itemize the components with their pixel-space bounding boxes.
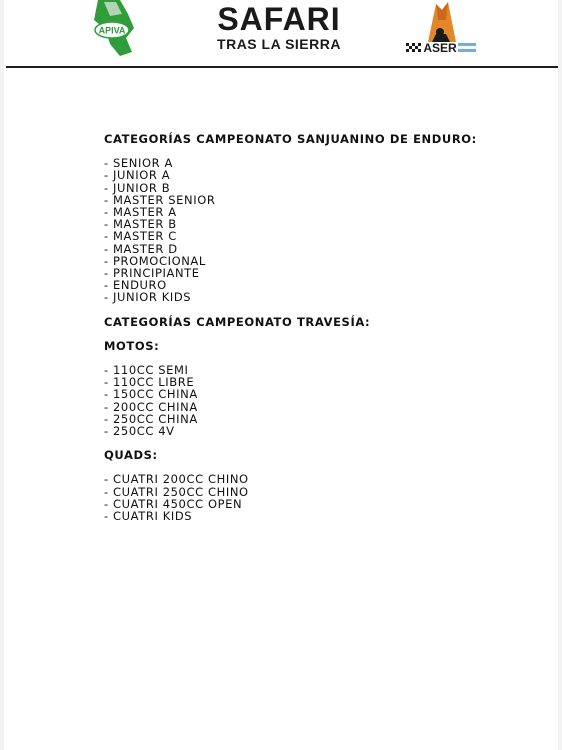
aser-logo — [402, 0, 478, 56]
header — [4, 0, 558, 66]
motos-category-list — [104, 364, 524, 437]
list-item: - JUNIOR B — [104, 180, 171, 195]
list-item: - ENDURO — [104, 278, 167, 293]
list-item: - CUATRI 200CC CHINO — [104, 472, 249, 487]
list-item: - MASTER A — [104, 205, 177, 220]
list-item: - CUATRI KIDS — [104, 509, 193, 524]
document-content — [104, 133, 524, 522]
list-item: - SENIOR A — [104, 156, 173, 171]
list-item: - 250CC 4V — [104, 424, 175, 439]
travesia-heading: CATEGORÍAS CAMPEONATO TRAVESÍA: — [104, 314, 371, 329]
list-item: - 200CC CHINA — [104, 399, 198, 414]
header-divider — [6, 66, 558, 68]
enduro-category-list — [104, 157, 524, 303]
list-item: - 150CC CHINA — [104, 387, 198, 402]
list-item: - MASTER D — [104, 241, 178, 256]
enduro-heading: CATEGORÍAS CAMPEONATO SANJUANINO DE ENDURO: — [104, 132, 477, 146]
list-item: - MASTER B — [104, 217, 177, 232]
list-item: - 110CC LIBRE — [104, 375, 195, 390]
motos-heading: MOTOS: — [104, 338, 160, 353]
list-item: - 110CC SEMI — [104, 363, 189, 378]
brand-title: SAFARI — [217, 1, 341, 37]
quads-heading: QUADS: — [104, 448, 158, 463]
aser-logo-text: ASER — [423, 41, 457, 55]
apiva-logo-text: APIVA — [98, 25, 126, 36]
list-item: - CUATRI 250CC CHINO — [104, 484, 249, 499]
brand-block — [194, 2, 364, 52]
list-item: - JUNIOR A — [104, 168, 171, 183]
quads-category-list — [104, 473, 524, 522]
list-item: - MASTER SENIOR — [104, 192, 216, 207]
list-item: - PROMOCIONAL — [104, 253, 206, 268]
list-item: - 250CC CHINA — [104, 411, 198, 426]
list-item: - CUATRI 450CC OPEN — [104, 496, 243, 511]
list-item: - PRINCIPIANTE — [104, 266, 200, 281]
list-item: - JUNIOR KIDS — [104, 290, 192, 305]
document-page — [4, 0, 558, 750]
brand-subtitle: TRAS LA SIERRA — [217, 36, 341, 52]
apiva-logo — [90, 0, 136, 56]
list-item: - MASTER C — [104, 229, 177, 244]
